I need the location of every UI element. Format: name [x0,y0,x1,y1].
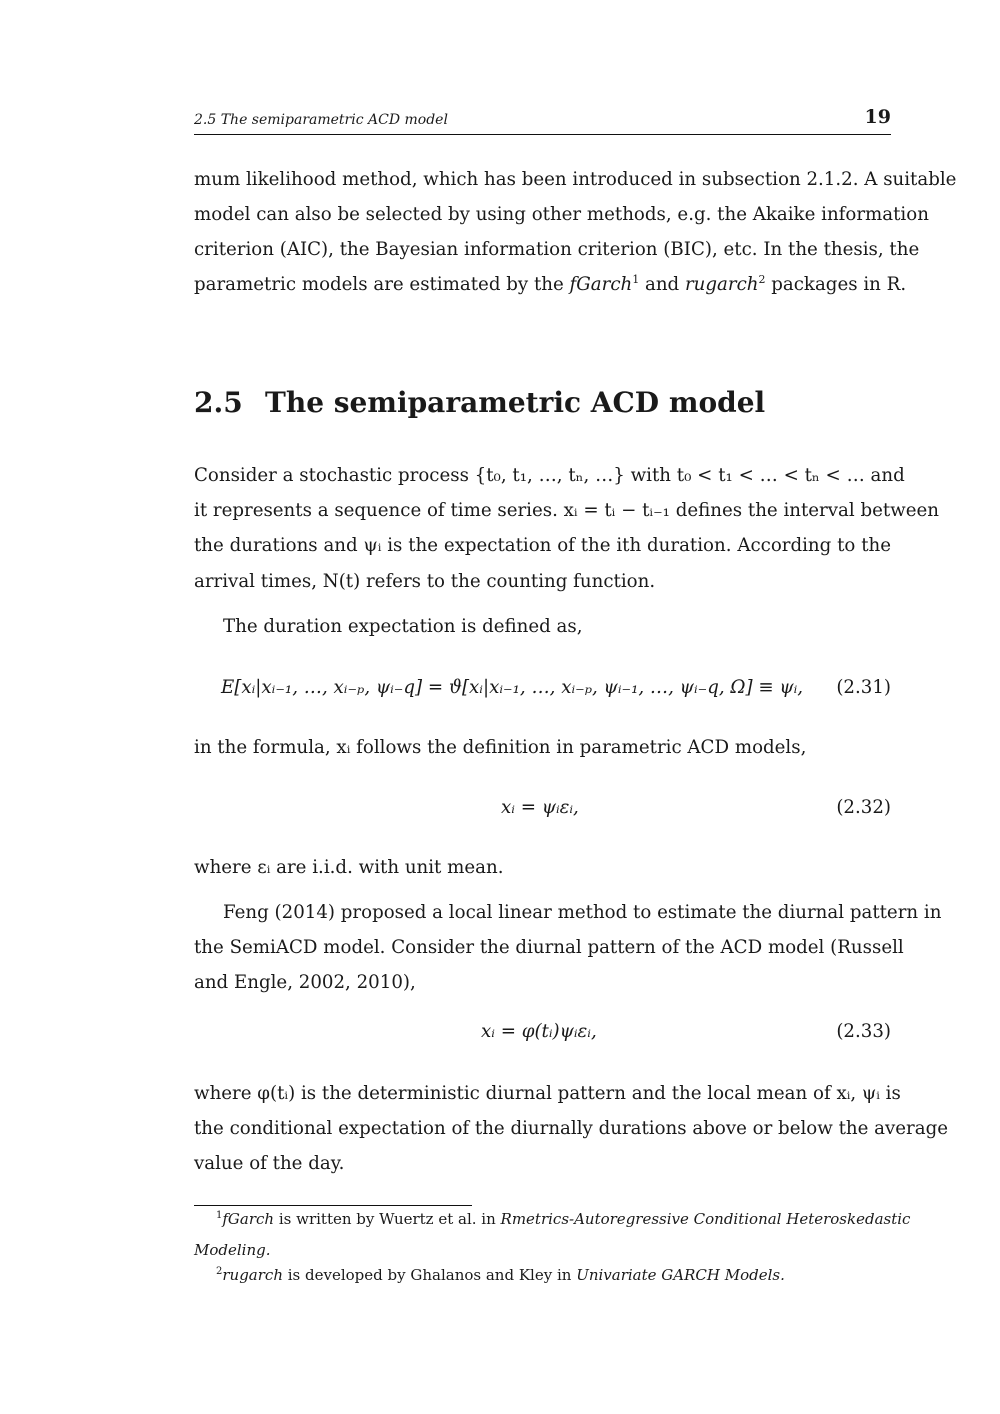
running-header [194,108,891,135]
intro-line-4 [194,273,907,297]
intro-line-3: criterion (AIC), the Bayesian information criterion (BIC), etc. In the thesis, the [194,239,920,260]
equation-2-32: xᵢ = ψᵢεᵢ, [501,797,579,818]
section-title: The semiparametric ACD model [265,386,766,419]
page-number: 19 [864,106,891,128]
equation-2-31: E[xᵢ|xᵢ₋₁, …, xᵢ₋ₚ, ψᵢ₋q] = ϑ[xᵢ|xᵢ₋₁, …, xᵢ₋ₚ, ψᵢ₋₁, …, ψᵢ₋q, Ω] ≡ ψᵢ, [221,677,804,698]
equation-number-2-33: (2.33) [836,1021,891,1042]
footnote-1-title-b: Modeling. [194,1241,271,1259]
para6-line-3: value of the day. [194,1153,345,1174]
package-rugarch: rugarch [684,274,759,295]
para5-line-2: the SemiACD model. Consider the diurnal pattern of the ACD model (Russell [194,937,904,958]
footnote-ref-1: 1 [632,273,640,286]
para3-line-1: in the formula, xᵢ follows the definition in parametric ACD models, [194,737,807,758]
footnote-1-title-a: Rmetrics-Autoregressive Conditional Heteroskedastic [500,1210,911,1228]
para2-line-1: The duration expectation is defined as, [223,616,583,637]
section-heading [194,386,765,419]
footnote-divider [194,1205,472,1206]
para4-line-1: where εᵢ are i.i.d. with unit mean. [194,857,504,878]
para5-line-3: and Engle, 2002, 2010), [194,972,416,993]
footnote-2-package: rugarch [222,1266,283,1284]
footnote-1-line-1 [216,1209,911,1229]
intro-line-1: mum likelihood method, which has been introduced in subsection 2.1.2. A suitable [194,169,957,190]
para6-line-2: the conditional expectation of the diurnally durations above or below the average [194,1118,948,1139]
intro-text-a: parametric models are estimated by the [194,274,570,295]
para1-line-2: it represents a sequence of time series. xᵢ = tᵢ − tᵢ₋₁ defines the interval between [194,500,939,521]
footnote-2 [216,1265,785,1285]
para6-line-1: where φ(tᵢ) is the deterministic diurnal pattern and the local mean of xᵢ, ψᵢ is [194,1083,901,1104]
equation-2-33: xᵢ = φ(tᵢ)ψᵢεᵢ, [481,1021,597,1042]
running-title: 2.5 The semiparametric ACD model [194,112,448,128]
section-number: 2.5 [194,386,243,419]
equation-number-2-32: (2.32) [836,797,891,818]
footnote-1-package: fGarch [222,1210,275,1228]
para1-line-3: the durations and ψᵢ is the expectation of the ith duration. According to the [194,535,891,556]
package-fgarch: fGarch [569,274,633,295]
equation-number-2-31: (2.31) [836,677,891,698]
intro-line-2: model can also be selected by using other methods, e.g. the Akaike information [194,204,929,225]
footnote-1-text: is written by Wuertz et al. in [274,1210,501,1228]
footnote-1-mark: 1 [216,1210,223,1221]
para5-line-1: Feng (2014) proposed a local linear method to estimate the diurnal pattern in [223,902,942,923]
footnote-2-title: Univariate GARCH Models. [576,1266,785,1284]
footnote-2-text: is developed by Ghalanos and Kley in [282,1266,577,1284]
footnote-2-mark: 2 [216,1266,223,1277]
intro-text-c: packages in R. [765,274,907,295]
footnote-ref-2: 2 [758,273,766,286]
para1-line-4: arrival times, N(t) refers to the counting function. [194,571,656,592]
footnote-1-line-2 [194,1240,271,1260]
intro-text-b: and [639,274,685,295]
para1-line-1: Consider a stochastic process {t₀, t₁, …, tₙ, …} with t₀ < t₁ < … < tₙ < … and [194,465,905,486]
